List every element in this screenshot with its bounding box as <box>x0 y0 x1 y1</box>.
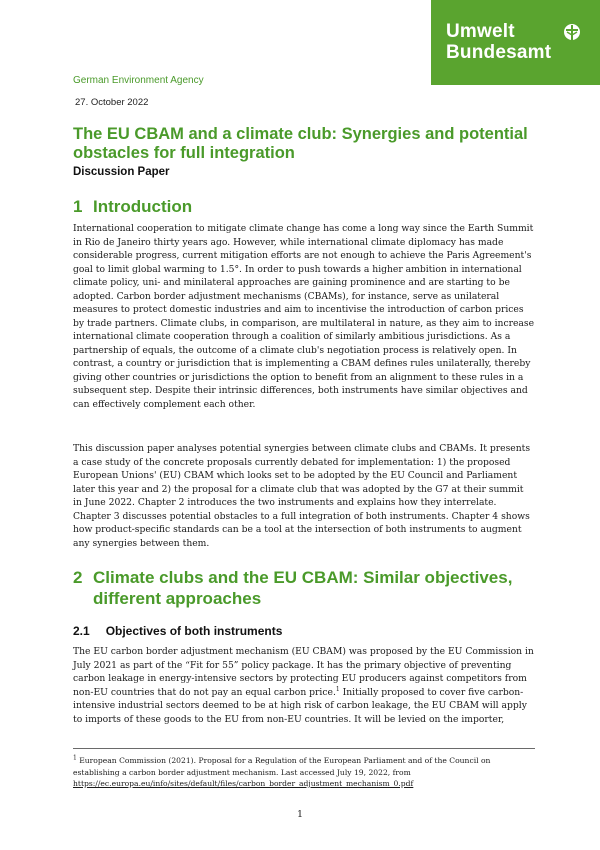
footnote-link[interactable]: https://ec.europa.eu/info/sites/default/files/carbon_border_adjustment_mechanism_0.pdf <box>73 779 414 788</box>
agency-name: German Environment Agency <box>73 75 204 86</box>
footnote-number: 1 <box>73 754 77 762</box>
document-title: The EU CBAM and a climate club: Synergies and potential obstacles for full integration <box>73 125 528 162</box>
section-2-heading <box>73 567 543 609</box>
subsection-2-1-title: Objectives of both instruments <box>105 624 283 638</box>
logo-line-2: Bundesamt <box>446 42 552 63</box>
objectives-text-part-1: The EU carbon border adjustment mechanism (EU CBAM) was proposed by the EU Commission in July 2021 as part of the “Fit for 55” policy package. It has the primary objective of preventing carbon leakage in energy-intensive sectors by protecting EU producers against competitors from non-EU countries that do not pay an equal carbon price. <box>73 646 534 698</box>
logo-line-1: Umwelt <box>446 21 515 42</box>
section-1-number: 1 <box>73 197 83 216</box>
footnote-divider <box>73 748 535 749</box>
footnote-reference[interactable]: 1 <box>335 685 340 693</box>
section-1-title: Introduction <box>93 197 193 216</box>
section-2-title: Climate clubs and the EU CBAM: Similar objectives, different approaches <box>93 568 513 608</box>
footnote <box>73 755 535 790</box>
section-1-heading <box>73 196 543 217</box>
objectives-paragraph <box>73 645 535 726</box>
document-subtitle: Discussion Paper <box>73 166 170 178</box>
umweltbundesamt-logo <box>431 0 600 85</box>
subsection-2-1-heading <box>73 624 282 638</box>
page-number: 1 <box>296 809 304 820</box>
document-date: 27. October 2022 <box>75 97 149 108</box>
uba-tree-cross-icon <box>563 23 581 43</box>
intro-paragraph-1: International cooperation to mitigate climate change has come a long way since the Earth Summit in Rio de Janeiro thirty years ago. However, while international climate diplomacy has made considerable progress, current mitigation efforts are not enough to achieve the Paris Agreement's goal to limit global warming to 1.5°. In order to push towards a higher ambition in international climate policy, uni- and minilateral approaches are gaining prominence and are starting to be adopted. Carbon border adjustment mechanisms (CBAMs), for instance, serve as unilateral measures to protect domestic industries and aim to incentivise the introduction of carbon prices by trade partners. Climate clubs, in comparison, are multilateral in nature, as they aim to increase international climate cooperation through a coalition of similarly ambitious jurisdictions. As a partnership of equals, the outcome of a climate club's negotiation process is relatively open. In contrast, a country or jurisdiction that is implementing a CBAM defines rules unilaterally, thereby giving other countries or jurisdictions the option to benefit from an alignment to these rules in a subsequent step. Despite their intrinsic differences, both instruments have similar objectives and can effectively complement each other. <box>73 223 535 410</box>
subsection-2-1-number: 2.1 <box>73 624 90 638</box>
section-2-number: 2 <box>73 568 83 587</box>
intro-paragraph-2: This discussion paper analyses potential synergies between climate clubs and CBAMs. It presents a case study of the concrete proposals currently debated for implementation: 1) the proposed European Unions' (EU) CBAM which looks set to be adopted by the EU Council and Parliament later this year and 2) the proposal for a climate club that was adopted by the G7 at their summit in June 2022. Chapter 2 introduces the two instruments and explains how they interrelate. Chapter 3 discusses potential obstacles to a full integration of both instruments. Chapter 4 shows how product-specific standards can be a tool at the intersection of both instruments to augment any synergies between them. <box>73 443 531 549</box>
footnote-text: European Commission (2021). Proposal for a Regulation of the European Parliament and of the Council on establishing a carbon border adjustment mechanism. Last accessed July 19, 2022, from <box>73 756 491 777</box>
objectives-text-part-2: Initially proposed to cover five carbon-intensive industrial sectors deemed to be at high risk of carbon leakage, the EU CBAM will apply to imports of these goods to the EU from non-EU countries. It will be levied on the importer, <box>73 686 527 725</box>
